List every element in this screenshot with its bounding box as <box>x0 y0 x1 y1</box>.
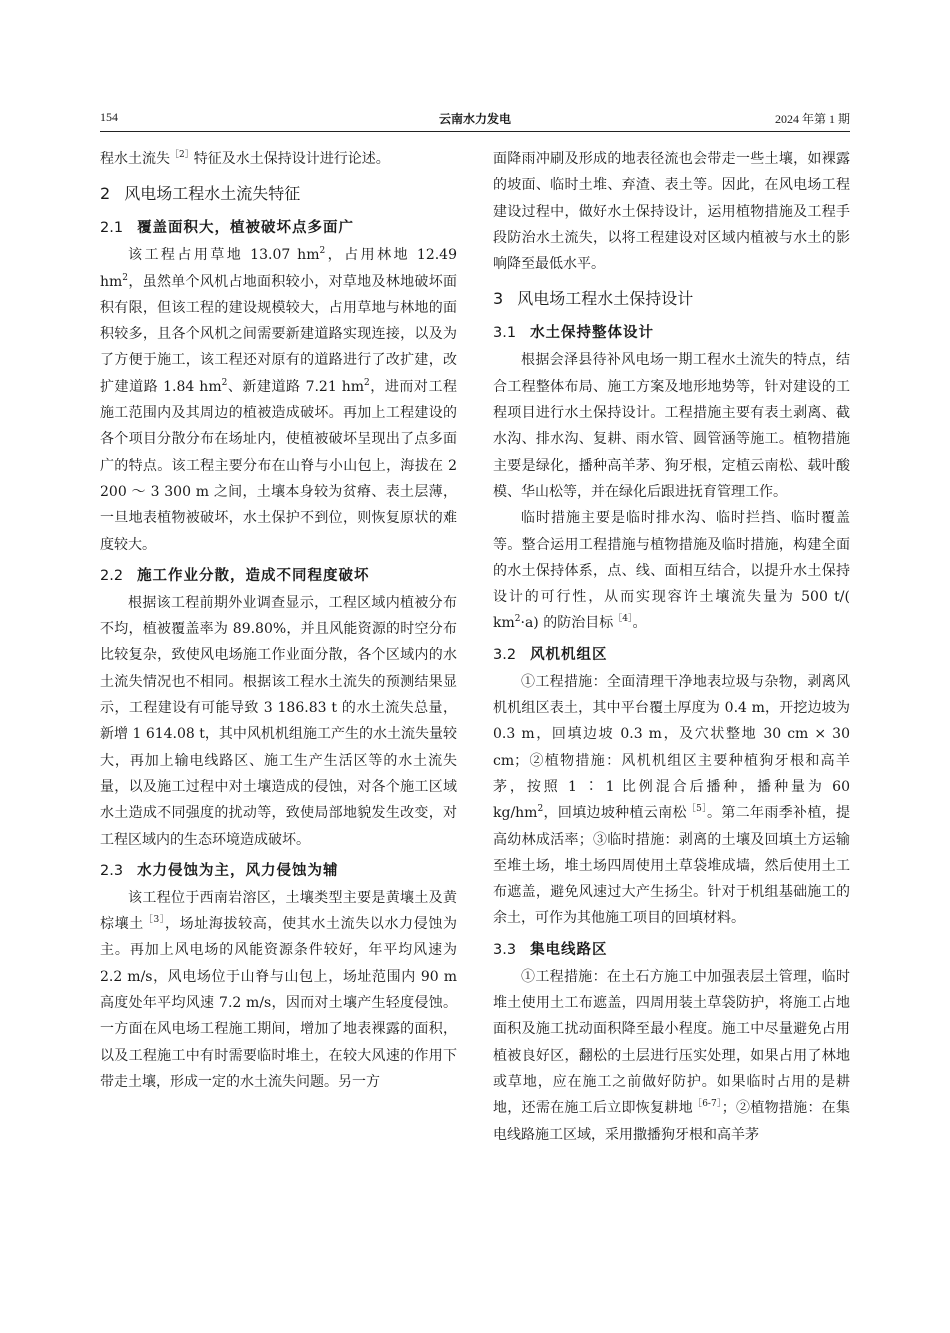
citation: ［6-7］ <box>692 1099 722 1110</box>
subsection-heading-2-2: 2.2 施工作业分散，造成不同程度破坏 <box>100 567 370 584</box>
paragraph-2-1: 该工程占用草地 13.07 $hm^2$，占用林地 12.49 $hm^2$，虽然单个风机占地面积较小，对草地及林地破坏面积有限，但该工程的建设规模较大，占用草地与林地的面积较多，且各个风机之间需要新建道路实现连接，以及为了方便于施工，该工程还对原有的道路进行了改扩建，改扩建道路 1.84 $hm^2$、新建道路 7.21 $hm^2$，进而对工程施工范围内及其周边的植被造成破坏。再加上工程建设的各个项目分散分布在场址内，使植被破坏呈现出了点多面广的特点。该工程主要分布在山脊与小山包上，海拔在 2 200 ～ 3 300 m 之间，土壤本身较为贫瘠、表土层薄，一旦地表植物被破坏，水土保护不到位，则恢复原状的难度较大。 <box>100 246 457 553</box>
paragraph-3-3: ①工程措施：在土石方施工中加强表层土管理，临时堆土使用土工布遮盖，四周用装土草袋防护，将施工占地面积及施工扰动面积降至最小程度。施工中尽量避免占用植被良好区，翻松的土层进行压实处理，如果占用了林地或草地，应在施工之前做好防护。如果临时占用的是耕地，还需在施工后立即恢复耕地$^{[6-7]}$；②植物措施：在集电线路施工区域，采用撒播狗牙根和高羊茅 <box>493 968 851 1143</box>
journal-title: 云南水力发电 <box>438 112 511 126</box>
paragraph-3-2: ①工程措施：全面清理干净地表垃圾与杂物，剥离风机机组区表土，其中平台覆土厚度为 0.4 m，开挖边坡为 0.3 m，回填边坡 0.3 m，及穴状整地 30 cm × 30 cm；②植物措施：风机机组区主要种植狗牙根和高羊茅，按照 1 ∶ 1 比例混合后播种，播种量为 60 $kg/hm^2$，回填边坡种植云南松$^{[5]}$。第二年雨季补植，提高幼林成活率；③临时措施：剥离的土壤及回填土方运输至堆土场，堆土场四周使用土草袋堆成墙，然后使用土工布遮盖，避免风速过大产生扬尘。针对于机组基础施工的余土，可作为其他施工项目的回填材料。 <box>493 673 851 927</box>
issue-label: 2024 年第 1 期 <box>774 112 850 126</box>
citation: ［2］ <box>170 150 194 160</box>
left-paragraph-0: 程水土流失$^{[2]}$特征及水土保持设计进行论述。 <box>100 150 390 167</box>
left-column <box>100 146 457 1095</box>
subsection-heading-2-1: 2.1 覆盖面积大，植被破坏点多面广 <box>100 220 355 237</box>
paragraph-2-2: 根据该工程前期外业调查显示，工程区域内植被分布不均，植被覆盖率为 89.80%，并且风能资源的时空分布比较复杂，致使风电场施工作业面分散，各个区域内的水土流失情况也不相同。根据该工程水土流失的预测结果显示，工程建设有可能导致 3 186.83 t 的水土流失总量，新增 1 614.08 t，其中风机机组施工产生的水土流失量较大，再加上输电线路区、施工生产生活区等的水土流失量，以及施工过程中对土壤造成的侵蚀，对各个施工区域水土造成不同强度的扰动等，致使局部地貌发生改变，对工程区域内的生态环境造成破坏。 <box>100 594 457 848</box>
section-heading-2: 2 风电场工程水土流失特征 <box>100 184 301 204</box>
paragraph-3-1-b: 临时措施主要是临时排水沟、临时拦挡、临时覆盖等。整合运用工程措施与植物措施及临时措施，构建全面的水土保持体系，点、线、面相互结合，以提升水土保持设计的可行性，从而实现容许土壤流失量为 500 t/( $km^2\cdot a$) 的防治目标$^{[4]}$。 <box>493 510 850 632</box>
subsection-heading-3-3: 3.3 集电线路区 <box>493 941 608 958</box>
right-paragraph-0: 面降雨冲刷及形成的地表径流也会带走一些土壤，如裸露的坡面、临时土堆、弃渣、表土等。因此，在风电场工程建设过程中，做好水土保持设计，运用植物措施及工程手段防治水土流失，以将工程建设对区域内植被与水土的影响降至最低水平。 <box>493 151 850 273</box>
header-rule <box>100 131 850 132</box>
paragraph-2-3: 该工程位于西南岩溶区，土壤类型主要是黄壤土及黄棕壤土$^{[3]}$，场址海拔较高，使其水土流失以水力侵蚀为主。再加上风电场的风能资源条件较好，年平均风速为 2.2 m/s，风电场位于山脊与山包上，场址范围内 90 m 高度处年平均风速 7.2 m/s，因而对土壤产生轻度侵蚀。一方面在风电场工程施工期间，增加了地表裸露的面积，以及工程施工中有时需要临时堆土，在较大风速的作用下带走土壤，形成一定的水土流失问题。另一方 <box>100 889 458 1090</box>
citation: ［5］ <box>686 804 708 815</box>
paragraph-3-1-a: 根据会泽县待补风电场一期工程水土流失的特点，结合工程整体布局、施工方案及地形地势等，针对建设的工程项目进行水土保持设计。工程措施主要有表土剥离、截水沟、排水沟、复耕、雨水管、圆管涵等施工。植物措施主要是绿化，播种高羊茅、狗牙根，定植云南松、载叶酸模、华山松等，并在绿化后跟进抚育管理工作。 <box>493 352 850 500</box>
right-column <box>493 146 850 1148</box>
subsection-heading-3-1: 3.1 水土保持整体设计 <box>493 325 655 342</box>
page-number: 154 <box>100 110 118 124</box>
subsection-heading-3-2: 3.2 风机机组区 <box>493 646 608 663</box>
subsection-heading-2-3: 2.3 水力侵蚀为主，风力侵蚀为辅 <box>100 862 339 879</box>
section-heading-3: 3 风电场工程水土保持设计 <box>493 289 694 309</box>
citation: ［4］ <box>613 614 633 625</box>
citation: ［3］ <box>143 915 166 926</box>
